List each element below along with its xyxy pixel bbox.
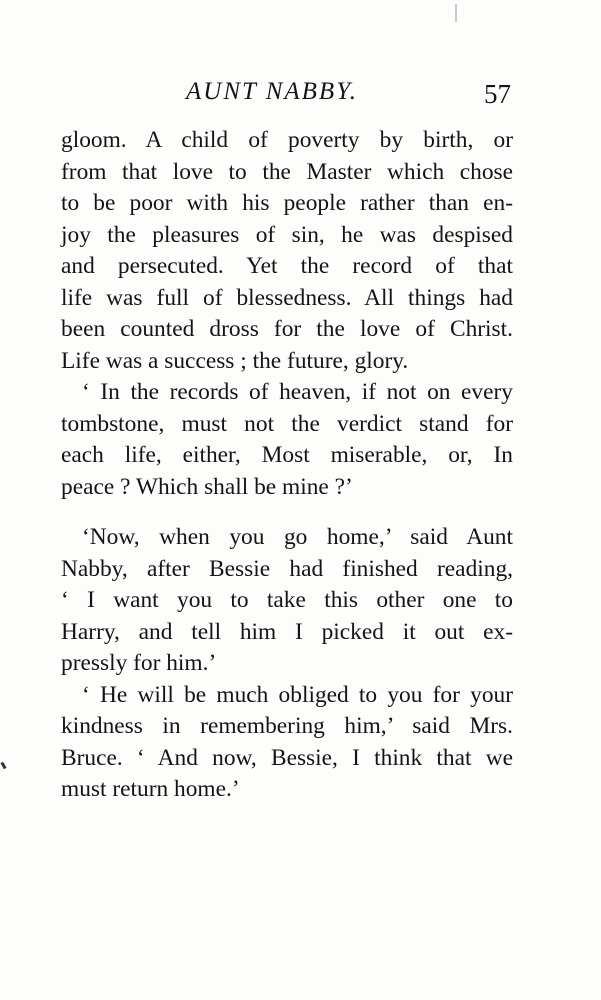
text-line: and persecuted. Yet the record of that <box>61 253 513 279</box>
running-head <box>0 76 601 112</box>
paragraph-dialogue <box>61 680 513 806</box>
text-line: Nabby, after Bessie had finished reading, <box>61 555 513 582</box>
text-line: must return home.’ <box>61 776 240 802</box>
text-line: gloom. A child of poverty by birth, or <box>61 127 513 153</box>
running-title: AUNT NABBY. <box>186 78 359 105</box>
text-line: ‘ In the records of heaven, if not on every <box>82 379 513 405</box>
text-line: pressly for him.’ <box>61 650 217 676</box>
body-text <box>61 125 513 806</box>
paragraph-dialogue <box>61 522 513 680</box>
section-gap <box>61 503 513 522</box>
text-line: ‘ I want you to take this other one to <box>61 587 513 613</box>
text-line: joy the pleasures of sin, he was despised <box>61 221 513 248</box>
text-line: life was full of blessedness. All things had <box>61 284 513 311</box>
text-line: tombstone, must not the verdict stand for <box>61 410 513 437</box>
text-line: each life, either, Most miserable, or, In <box>61 442 513 468</box>
text-line: from that love to the Master which chose <box>61 158 513 185</box>
text-line: Life was a success ; the future, glory. <box>61 347 409 374</box>
text-line: Bruce. ‘ And now, Bessie, I think that we <box>61 744 513 771</box>
margin-mark <box>0 762 6 770</box>
page-number: 57 <box>484 79 511 109</box>
paragraph-continuation <box>61 125 513 377</box>
text-line: to be poor with his people rather than en- <box>61 190 513 216</box>
text-line: kindness in remembering him,’ said Mrs. <box>61 713 513 739</box>
text-line: Harry, and tell him I picked it out ex- <box>61 618 513 645</box>
paragraph-quote <box>61 377 513 503</box>
text-line: peace ? Which shall be mine ?’ <box>61 473 353 500</box>
text-line: been counted dross for the love of Christ. <box>61 316 513 342</box>
paper-speck <box>455 4 457 22</box>
text-line: ‘Now, when you go home,’ said Aunt <box>82 524 513 550</box>
text-line: ‘ He will be much obliged to you for your <box>82 681 513 708</box>
